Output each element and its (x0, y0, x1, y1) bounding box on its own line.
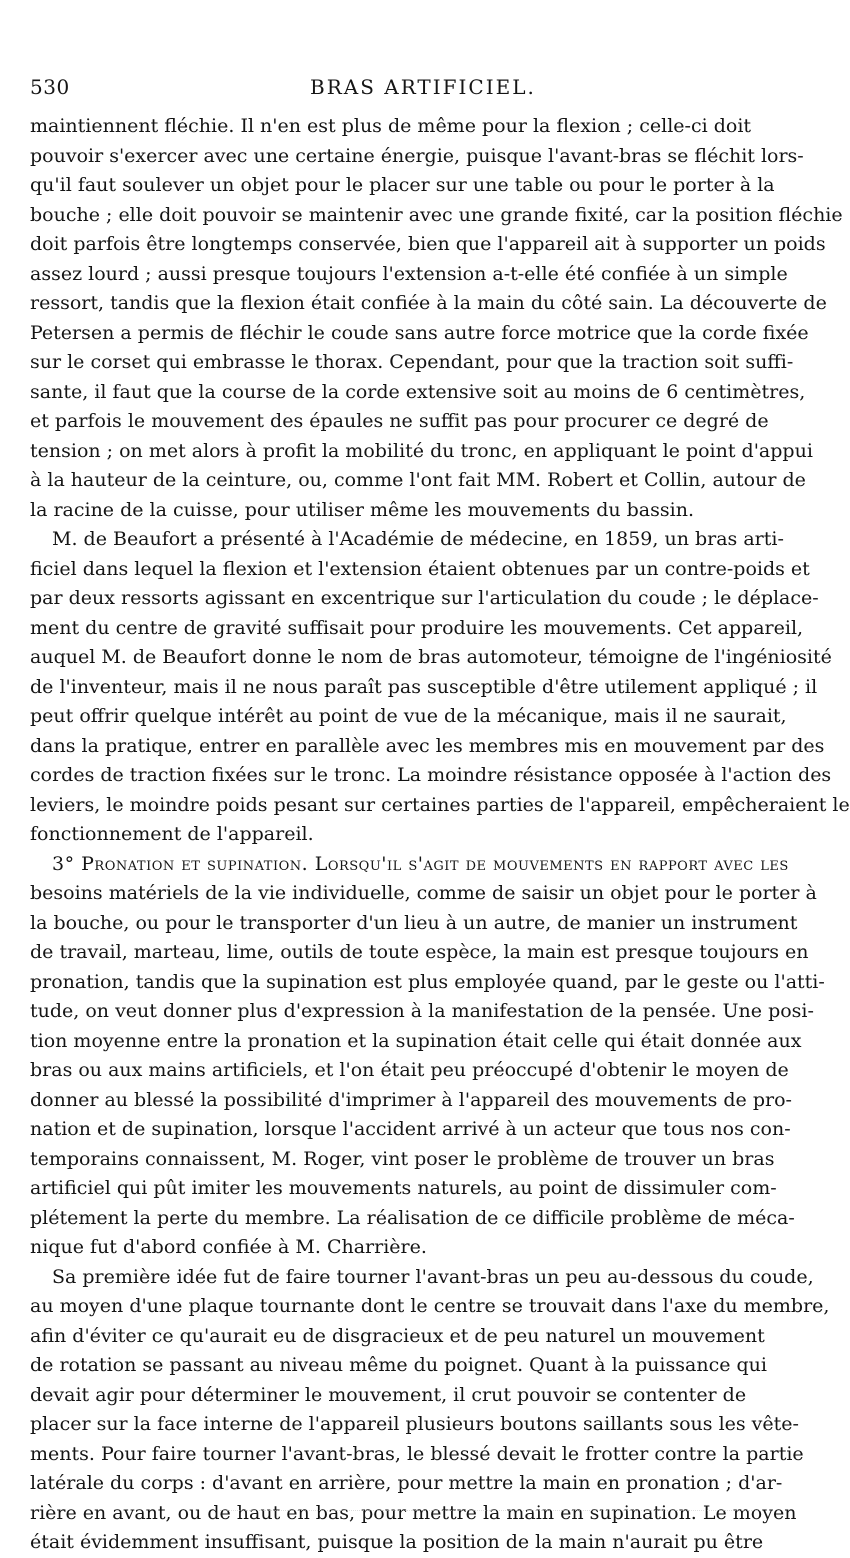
body-text (30, 112, 850, 1558)
text-line: devait agir pour déterminer le mouvement, il crut pouvoir se contenter de (30, 1383, 747, 1406)
text-line: assez lourd ; aussi presque toujours l'extension a-t-elle été confiée à un simple (30, 262, 788, 285)
text-line: besoins matériels de la vie individuelle, comme de saisir un objet pour le porter à (30, 882, 817, 904)
text-line: au moyen d'une plaque tournante dont le centre se trouvait dans l'axe du membre, (30, 1295, 830, 1317)
text-line: sante, il faut que la course de la corde extensive soit au moins de 6 centimètres, (30, 380, 806, 403)
text-line: la racine de la cuisse, pour utiliser même les mouvements du bassin. (30, 498, 694, 521)
text-line: fonctionnement de l'appareil. (30, 823, 314, 845)
text-line: par deux ressorts agissant en excentrique sur l'articulation du coude ; le déplace- (30, 587, 819, 609)
running-title: BRAS ARTIFICIEL. (310, 75, 536, 99)
text-line: latérale du corps : d'avant en arrière, pour mettre la main en pronation ; d'ar- (30, 1472, 783, 1494)
text-line: de travail, marteau, lime, outils de toute espèce, la main est presque toujours en (30, 941, 809, 963)
text-line: pouvoir s'exercer avec une certaine énergie, puisque l'avant-bras se fléchit lors- (30, 144, 804, 167)
text-line: ficiel dans lequel la flexion et l'extension étaient obtenues par un contre-poids et (30, 557, 810, 580)
text-line: tude, on veut donner plus d'expression à la manifestation de la pensée. Une posi- (30, 1000, 814, 1022)
text-line: doit parfois être longtemps conservée, bien que l'appareil ait à supporter un poids (30, 233, 826, 255)
text-line: de l'inventeur, mais il ne nous paraît pas susceptible d'être utilement appliqué ; il (30, 675, 818, 698)
text-line: dans la pratique, entrer en parallèle avec les membres mis en mouvement par des (30, 734, 825, 757)
text-line: plétement la perte du membre. La réalisation de ce difficile problème de méca- (30, 1206, 795, 1229)
text-line: Petersen a permis de fléchir le coude sans autre force motrice que la corde fixée (30, 321, 809, 344)
section-heading-line: 3° Pronation et supination. Lorsqu'il s'agit de mouvements en rapport avec les (52, 852, 789, 875)
text-line: donner au blessé la possibilité d'imprimer à l'appareil des mouvements de pro- (30, 1088, 792, 1111)
text-line: peut offrir quelque intérêt au point de vue de la mécanique, mais il ne saurait, (30, 705, 787, 727)
text-line: leviers, le moindre poids pesant sur certaines parties de l'appareil, empêcheraient le (30, 793, 850, 816)
text-line: ments. Pour faire tourner l'avant-bras, le blessé devait le frotter contre la partie (30, 1442, 804, 1465)
paragraph-start-line: M. de Beaufort a présenté à l'Académie de médecine, en 1859, un bras arti- (52, 528, 784, 550)
text-line: qu'il faut soulever un objet pour le placer sur une table ou pour le porter à la (30, 174, 775, 196)
text-line: artificiel qui pût imiter les mouvements naturels, au point de dissimuler com- (30, 1177, 777, 1199)
text-line: temporains connaissent, M. Roger, vint poser le problème de trouver un bras (30, 1147, 775, 1170)
text-line: nique fut d'abord confiée à M. Charrière. (30, 1236, 427, 1258)
text-line: et parfois le mouvement des épaules ne suffit pas pour procurer ce degré de (30, 410, 769, 432)
text-line: ment du centre de gravité suffisait pour produire les mouvements. Cet appareil, (30, 616, 804, 639)
text-line: bras ou aux mains artificiels, et l'on était peu préoccupé d'obtenir le moyen de (30, 1059, 789, 1081)
text-line: tension ; on met alors à profit la mobilité du tronc, en appliquant le point d'appui (30, 439, 813, 462)
text-line: la bouche, ou pour le transporter d'un lieu à un autre, de manier un instrument (30, 911, 798, 934)
text-line: sur le corset qui embrasse le thorax. Cependant, pour que la traction soit suffi- (30, 351, 794, 373)
text-line: ressort, tandis que la flexion était confiée à la main du côté sain. La découverte de (30, 292, 827, 314)
text-line: pronation, tandis que la supination est plus employée quand, par le geste ou l'atti- (30, 970, 825, 993)
text-line: nation et de supination, lorsque l'accident arrivé à un acteur que tous nos con- (30, 1118, 791, 1140)
page-number: 530 (30, 75, 70, 99)
text-line: maintiennent fléchie. Il n'en est plus de même pour la flexion ; celle-ci doit (30, 115, 752, 137)
text-line: cordes de traction fixées sur le tronc. La moindre résistance opposée à l'action des (30, 764, 832, 786)
paragraph-start-line: Sa première idée fut de faire tourner l'avant-bras un peu au-dessous du coude, (52, 1265, 814, 1288)
text-line: bouche ; elle doit pouvoir se maintenir avec une grande fixité, car la position fléchie (30, 203, 843, 226)
text-line: auquel M. de Beaufort donne le nom de bras automoteur, témoigne de l'ingéniosité (30, 646, 832, 668)
text-line: tion moyenne entre la pronation et la supination était celle qui était donnée aux (30, 1029, 802, 1052)
text-line: à la hauteur de la ceinture, ou, comme l'ont fait MM. Robert et Collin, autour de (30, 469, 806, 491)
text-line: rière en avant, ou de haut en bas, pour mettre la main en supination. Le moyen (30, 1501, 797, 1524)
page-header (30, 75, 770, 105)
text-line: de rotation se passant au niveau même du poignet. Quant à la puissance qui (30, 1354, 767, 1376)
faint-scan-marks (220, 1510, 760, 1517)
text-line: placer sur la face interne de l'appareil plusieurs boutons saillants sous les vête- (30, 1413, 799, 1435)
text-line: afin d'éviter ce qu'aurait eu de disgracieux et de peu naturel un mouvement (30, 1324, 765, 1347)
text-line: était évidemment insuffisant, puisque la position de la main n'aurait pu être (30, 1531, 764, 1553)
